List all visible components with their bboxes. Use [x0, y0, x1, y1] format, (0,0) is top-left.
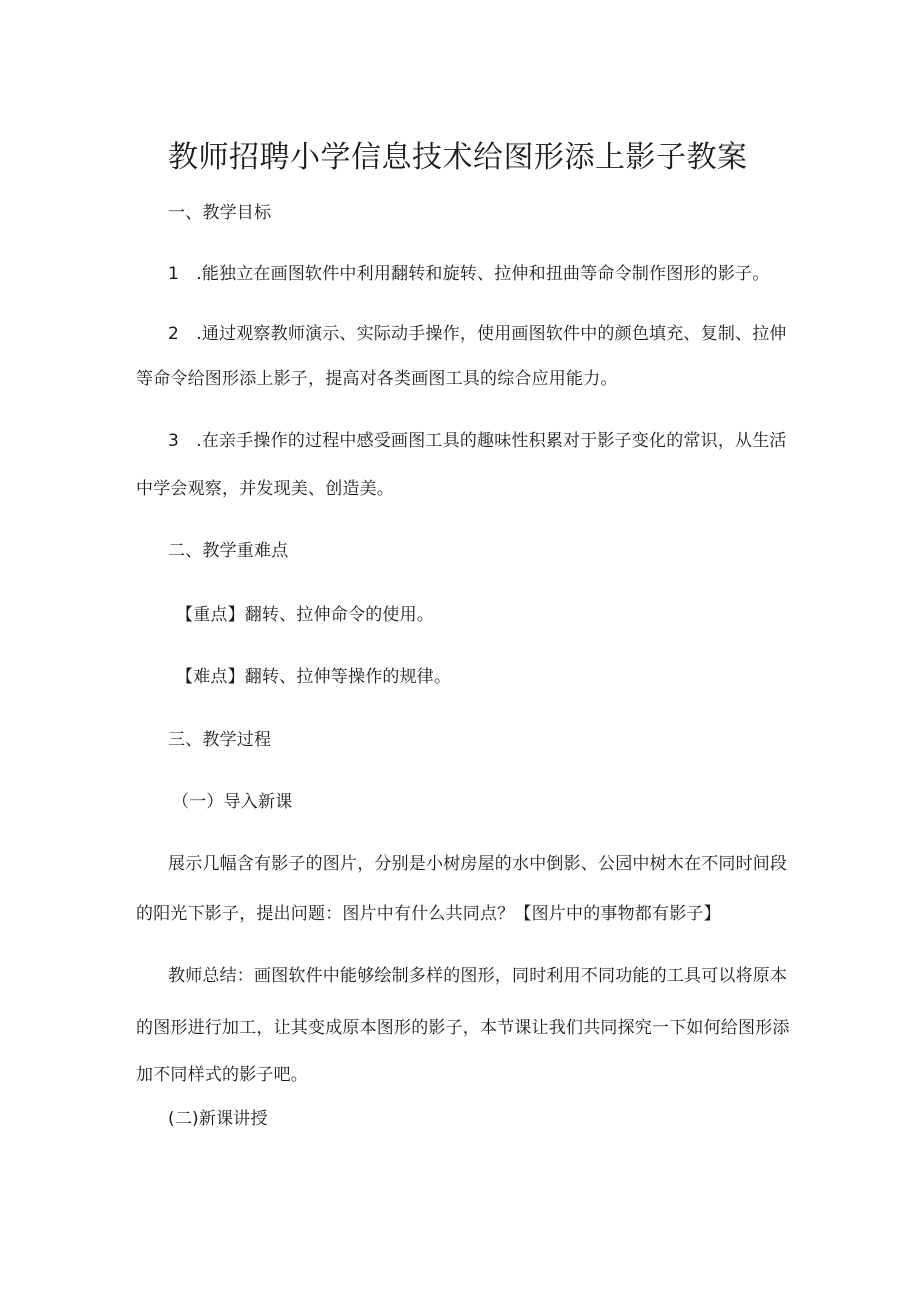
goal-item-2-line-2: 等命令给图形添上影子，提高对各类画图工具的综合应用能力。 — [136, 369, 618, 389]
section-heading-teaching-process: 三、教学过程 — [168, 730, 272, 750]
document-title: 教师招聘小学信息技术给图形添上影子教案 — [168, 140, 748, 175]
key-point: 【重点】翻转、拉伸命令的使用。 — [176, 605, 434, 625]
difficult-point: 【难点】翻转、拉伸等操作的规律。 — [176, 667, 452, 687]
subsection-intro: （一）导入新课 — [172, 792, 293, 812]
subsection-new-lesson: (二)新课讲授 — [168, 1109, 268, 1129]
goal-item-1: 1 .能独立在画图软件中利用翻转和旋转、拉伸和扭曲等命令制作图形的影子。 — [168, 264, 770, 284]
section-heading-key-points: 二、教学重难点 — [168, 541, 289, 561]
goal-item-3-line-2: 中学会观察，并发现美、创造美。 — [136, 479, 394, 499]
section-heading-teaching-goals: 一、教学目标 — [168, 203, 272, 223]
summary-paragraph-line-2: 的图形进行加工，让其变成原本图形的影子，本节课让我们共同探究一下如何给图形添 — [136, 1018, 790, 1038]
summary-paragraph-line-1: 教师总结：画图软件中能够绘制多样的图形，同时利用不同功能的工具可以将原本 — [168, 966, 788, 986]
goal-item-3-line-1: 3 .在亲手操作的过程中感受画图工具的趣味性积累对于影子变化的常识，从生活 — [168, 431, 787, 451]
intro-paragraph-line-1: 展示几幅含有影子的图片，分别是小树房屋的水中倒影、公园中树木在不同时间段 — [168, 854, 788, 874]
intro-paragraph-line-2: 的阳光下影子，提出问题：图片中有什么共同点？【图片中的事物都有影子】 — [136, 904, 721, 924]
summary-paragraph-line-3: 加不同样式的影子吧。 — [136, 1065, 308, 1085]
goal-item-2-line-1: 2 .通过观察教师演示、实际动手操作，使用画图软件中的颜色填充、复制、拉伸 — [168, 324, 787, 344]
